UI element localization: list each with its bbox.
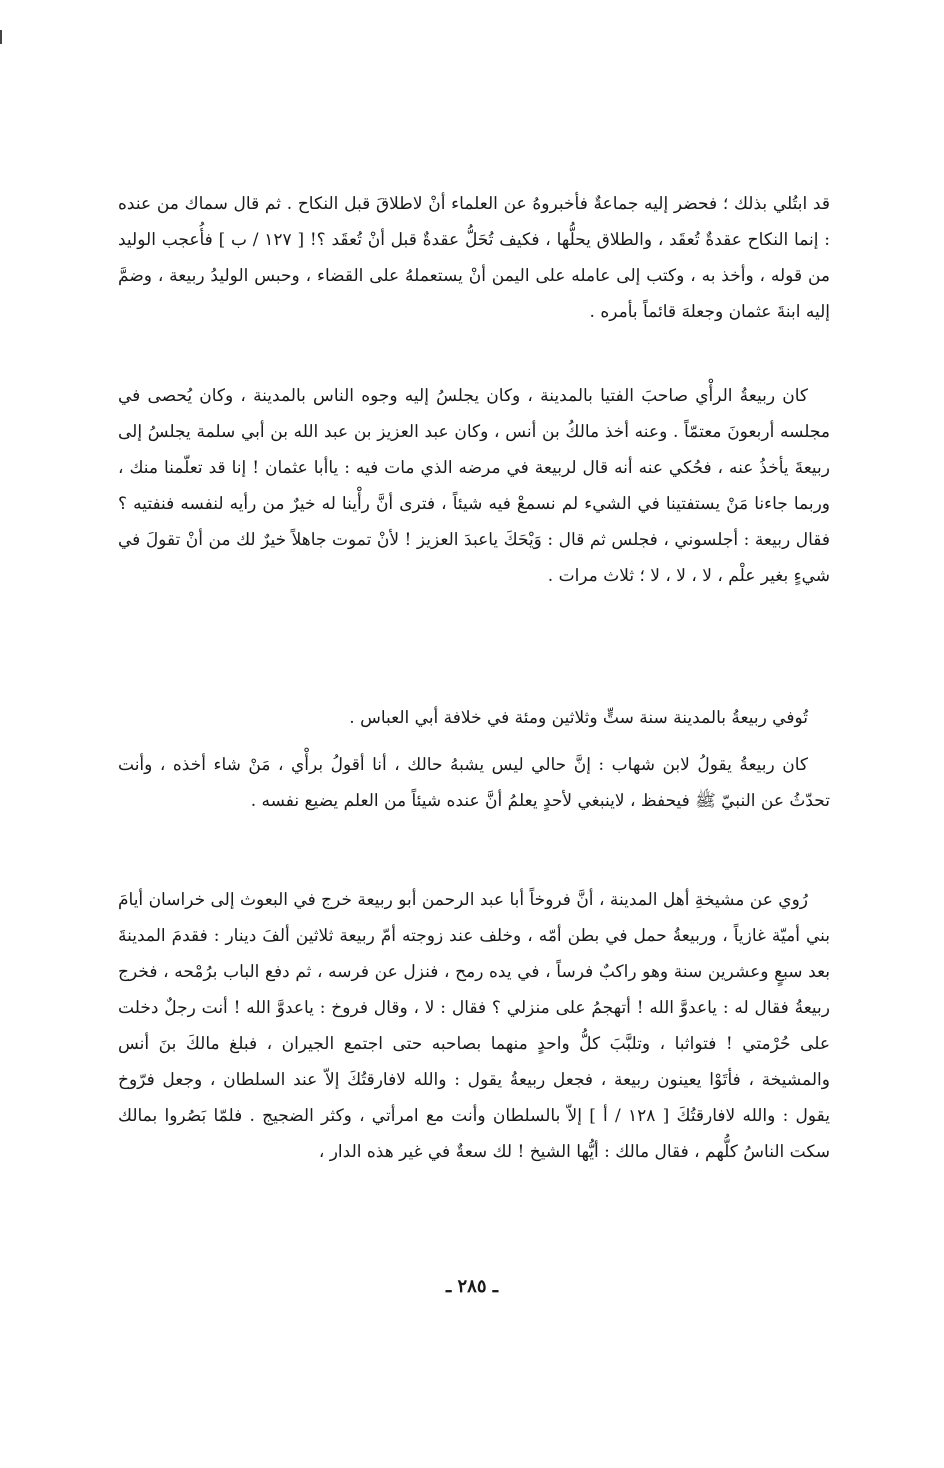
paragraph-3 (118, 700, 830, 736)
paragraph-2 (118, 378, 830, 594)
paragraph-4-text: كان ربيعةُ يقولُ لابن شهاب : إنَّ حالي ليس يشبهُ حالك ، أنا أقولُ برأْي ، مَنْ شاء أخذه ، وأنت تحدّثُ عن النبيّ ﷺ فيحفظ ، لاينبغي لأحدٍ يعلمُ أنَّ عنده شيئاً من العلم يضيع نفسه . (118, 755, 830, 811)
paragraph-3-text: تُوفي ربيعةُ بالمدينة سنة ستٍّ وثلاثين ومئة في خلافة أبي العباس . (349, 708, 808, 728)
paragraph-1 (118, 186, 830, 330)
paragraph-1-text: قد ابتُلي بذلك ؛ فحضر إليه جماعةٌ فأخبروهُ عن العلماء أنْ لاطلاقَ قبل النكاح . ثم قال سماك من عنده : إنما النكاح عقدةٌ تُعقَد ، والطلاق يحلُّها ، فكيف تُحَلُّ عقدةٌ قبل أنْ تُعقَد ؟! [ ١٢٧ / ب ] فأُعجب الوليد من قوله ، وأخذ به ، وكتب إلى عامله على اليمن أنْ يستعملهُ على القضاء ، وحبس الوليدُ ربيعة ، وضمَّ إليه ابنةَ عثمان وجعلهَ قائماً بأمره . (118, 194, 830, 322)
page-number: ـ ٢٨٥ ـ (445, 1276, 499, 1297)
paragraph-5-text: رُوي عن مشيخةِ أهل المدينة ، أنَّ فروخاً أبا عبد الرحمن أبو ربيعة خرج في البعوث إلى خراسان أيامَ بني أميّة غازياً ، وربيعةُ حمل في بطن أمّه ، وخلف عند زوجته أمّ ربيعة ثلاثين ألفَ دينار : فقدمَ المدينةَ بعد سبعٍ وعشرين سنة وهو راكبٌ فرساً ، في يده رمح ، فنزل عن فرسه ، ثم دفع الباب برُمْحه ، فخرج ربيعةُ فقال له : ياعدوَّ الله ! أتهجمُ على منزلي ؟ فقال : لا ، وقال فروخ : ياعدوَّ الله ! أنت رجلٌ دخلت على حُرْمتي ! فتواثبا ، وتلبَّبَ كلُّ واحدٍ منهما بصاحبه حتى اجتمع الجيران ، فبلغ مالكَ بنَ أنس والمشيخة ، فأتَوْا يعينون ربيعة ، فجعل ربيعةُ يقول : والله لافارقتُكَ إلاّ عند السلطان ، وجعل فرّوخ يقول : والله لافارقتُكَ [ ١٢٨ / أ ] إلاّ بالسلطان وأنت مع امرأتي ، وكثر الضجيج . فلمّا بَصُروا بمالك سكت الناسُ كلُّهم ، فقال مالك : أيُّها الشيخ ! لك سعةٌ في غير هذه الدار ، (118, 890, 830, 1162)
scan-edge-mark (0, 30, 2, 44)
paragraph-5 (118, 882, 830, 1170)
paragraph-4 (118, 747, 830, 819)
paragraph-2-text: كان ربيعةُ الرأْي صاحبَ الفتيا بالمدينة ، وكان يجلسُ إليه وجوه الناس بالمدينة ، وكان يُحصى في مجلسه أربعونَ معتمّاً . وعنه أخذ مالكُ بن أنس ، وكان عبد العزيز بن عبد الله بن أبي سلمة يجلسُ إلى ربيعةَ يأخذُ عنه ، فحُكي عنه أنه قال لربيعة في مرضه الذي مات فيه : ياأبا عثمان ! إنا قد تعلّمنا منك ، وربما جاءنا مَنْ يستفتينا في الشيء لم نسمعْ فيه شيئاً ، فترى أنَّ رأْينا له خيرٌ من رأيه لنفسه فنفتيه ؟ فقال ربيعة : أجلسوني ، فجلس ثم قال : وَيْحَكَ ياعبدَ العزيز ! لأنْ تموت جاهلاً خيرٌ لك من أنْ تقولَ في شيءٍ بغير علْم ، لا ، لا ، لا ؛ ثلاث مرات . (118, 386, 831, 586)
